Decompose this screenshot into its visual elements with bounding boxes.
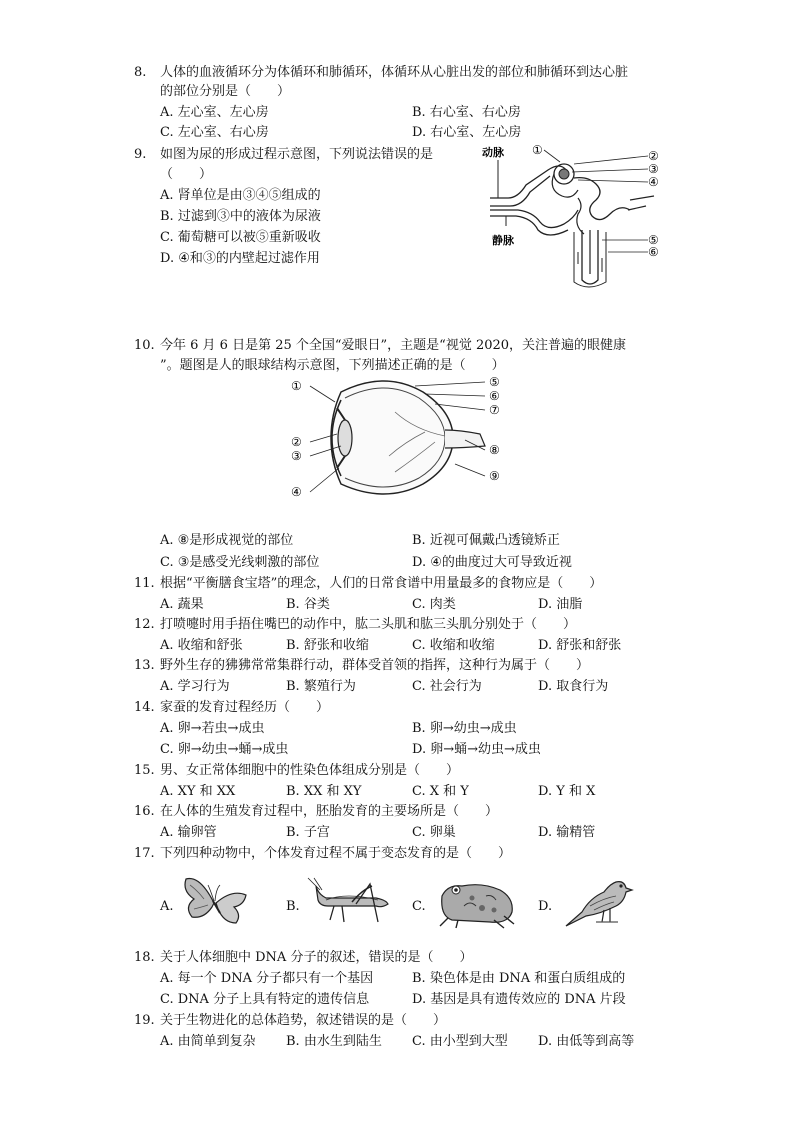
- q8-number: 8.: [134, 65, 147, 80]
- q8-option-d: D. 右心室、左心房: [412, 125, 522, 140]
- nephron-label-3: ③: [648, 162, 659, 176]
- q13-number: 13.: [134, 658, 155, 673]
- q11-option-c: C. 肉类: [412, 597, 456, 612]
- vein-label: 静脉: [492, 234, 514, 247]
- q12-option-a: A. 收缩和舒张: [160, 638, 243, 653]
- q12-number: 12.: [134, 617, 155, 632]
- q19-number: 19.: [134, 1013, 155, 1028]
- q15-option-b: B. XX 和 XY: [286, 784, 362, 799]
- q16-option-b: B. 子宫: [286, 825, 330, 840]
- q10-option-b: B. 近视可佩戴凸透镜矫正: [412, 533, 560, 548]
- eyeball-figure: [285, 372, 515, 502]
- q9-option-d: D. ④和③的内壁起过滤作用: [160, 251, 320, 266]
- q18-option-c: C. DNA 分子上具有特定的遗传信息: [160, 992, 370, 1007]
- eye-label-2: ②: [291, 435, 302, 449]
- q13-option-b: B. 繁殖行为: [286, 679, 356, 694]
- nephron-label-1: ①: [532, 143, 543, 157]
- q15-option-d: D. Y 和 X: [538, 784, 596, 799]
- q14-option-d: D. 卵→蛹→幼虫→成虫: [412, 742, 541, 757]
- q14-stem: 家蚕的发育过程经历（ ）: [160, 700, 330, 715]
- nephron-label-6: ⑥: [648, 245, 659, 259]
- q13-option-a: A. 学习行为: [160, 679, 230, 694]
- q10-option-a: A. ⑧是形成视觉的部位: [160, 533, 294, 548]
- q16-number: 16.: [134, 804, 155, 819]
- q11-stem: 根据“平衡膳食宝塔”的理念，人们的日常食谱中用量最多的食物应是（ ）: [160, 576, 603, 591]
- nephron-label-4: ④: [648, 175, 659, 189]
- q10-option-d: D. ④的曲度过大可导致近视: [412, 555, 572, 570]
- q17-number: 17.: [134, 846, 155, 861]
- nephron-label-5: ⑤: [648, 233, 659, 247]
- q19-option-a: A. 由简单到复杂: [160, 1034, 256, 1049]
- q9-stem-line2: （ ）: [160, 167, 213, 182]
- q19-option-c: C. 由小型到大型: [412, 1034, 508, 1049]
- bird-icon: [560, 872, 634, 930]
- q9-option-c: C. 葡萄糖可以被⑤重新吸收: [160, 230, 321, 245]
- q15-option-c: C. X 和 Y: [412, 784, 469, 799]
- q17-option-a: A.: [160, 899, 174, 914]
- eye-label-4: ④: [291, 485, 302, 499]
- q11-number: 11.: [134, 576, 155, 591]
- eye-label-7: ⑦: [489, 403, 500, 417]
- q19-stem: 关于生物进化的总体趋势，叙述错误的是（ ）: [160, 1013, 447, 1028]
- q13-stem: 野外生存的狒狒常常集群行动，群体受首领的指挥，这种行为属于（ ）: [160, 658, 590, 673]
- q9-option-a: A. 肾单位是由③④⑤组成的: [160, 188, 321, 203]
- q16-option-a: A. 输卵管: [160, 825, 217, 840]
- q13-option-d: D. 取食行为: [538, 679, 609, 694]
- q14-option-c: C. 卵→幼虫→蛹→成虫: [160, 742, 289, 757]
- eye-label-8: ⑧: [489, 443, 500, 457]
- grasshopper-icon: [306, 876, 392, 926]
- q16-option-d: D. 输精管: [538, 825, 596, 840]
- q12-option-d: D. 舒张和舒张: [538, 638, 622, 653]
- q17-option-c: C.: [412, 899, 426, 914]
- q19-option-d: D. 由低等到高等: [538, 1034, 635, 1049]
- q19-option-b: B. 由水生到陆生: [286, 1034, 382, 1049]
- q8-option-c: C. 左心室、右心房: [160, 125, 269, 140]
- q8-stem-line1: 人体的血液循环分为体循环和肺循环，体循环从心脏出发的部位和肺循环到达心脏: [160, 65, 629, 80]
- q16-stem: 在人体的生殖发育过程中，胚胎发育的主要场所是（ ）: [160, 804, 499, 819]
- q8-stem-line2: 的部位分别是（ ）: [160, 84, 291, 99]
- q8-option-a: A. 左心室、左心房: [160, 105, 269, 120]
- q15-option-a: A. XY 和 XX: [160, 784, 236, 799]
- butterfly-icon: [180, 873, 250, 931]
- eye-label-9: ⑨: [489, 469, 500, 483]
- q10-number: 10.: [134, 338, 155, 353]
- q9-option-b: B. 过滤到③中的液体为尿液: [160, 209, 321, 224]
- q18-option-b: B. 染色体是由 DNA 和蛋白质组成的: [412, 971, 626, 986]
- q14-number: 14.: [134, 700, 155, 715]
- q17-stem: 下列四种动物中，个体发育过程不属于变态发育的是（ ）: [160, 846, 512, 861]
- q9-number: 9.: [134, 147, 147, 162]
- nephron-figure: [478, 140, 663, 290]
- q15-stem: 男、女正常体细胞中的性染色体组成分别是（ ）: [160, 763, 460, 778]
- q11-option-d: D. 油脂: [538, 597, 583, 612]
- q17-option-d: D.: [538, 899, 553, 914]
- q12-stem: 打喷嚏时用手捂住嘴巴的动作中，肱二头肌和肱三头肌分别处于（ ）: [160, 617, 577, 632]
- q14-option-b: B. 卵→幼虫→成虫: [412, 721, 517, 736]
- eye-label-3: ③: [291, 449, 302, 463]
- q10-stem-line2: ”。题图是人的眼球结构示意图，下列描述正确的是（ ）: [160, 358, 505, 373]
- q18-number: 18.: [134, 950, 155, 965]
- q12-option-c: C. 收缩和收缩: [412, 638, 495, 653]
- q11-option-b: B. 谷类: [286, 597, 330, 612]
- q18-stem: 关于人体细胞中 DNA 分子的叙述，错误的是（ ）: [160, 950, 473, 965]
- nephron-label-2: ②: [648, 149, 659, 163]
- frog-icon: [434, 876, 518, 930]
- q8-option-b: B. 右心室、右心房: [412, 105, 521, 120]
- q16-option-c: C. 卵巢: [412, 825, 456, 840]
- q11-option-a: A. 蔬果: [160, 597, 204, 612]
- eye-label-6: ⑥: [489, 389, 500, 403]
- q13-option-c: C. 社会行为: [412, 679, 482, 694]
- q12-option-b: B. 舒张和收缩: [286, 638, 369, 653]
- q15-number: 15.: [134, 763, 155, 778]
- q14-option-a: A. 卵→若虫→成虫: [160, 721, 265, 736]
- q18-option-d: D. 基因是具有遗传效应的 DNA 片段: [412, 992, 626, 1007]
- eye-label-1: ①: [291, 379, 302, 393]
- artery-label: 动脉: [482, 146, 504, 159]
- q10-option-c: C. ③是感受光线刺激的部位: [160, 555, 320, 570]
- q10-stem-line1: 今年 6 月 6 日是第 25 个全国“爱眼日”，主题是“视觉 2020，关注普遍的眼健康: [160, 338, 627, 353]
- q9-stem-line1: 如图为尿的形成过程示意图，下列说法错误的是: [160, 147, 434, 162]
- q17-option-b: B.: [286, 899, 300, 914]
- q18-option-a: A. 每一个 DNA 分子都只有一个基因: [160, 971, 374, 986]
- eye-label-5: ⑤: [489, 375, 500, 389]
